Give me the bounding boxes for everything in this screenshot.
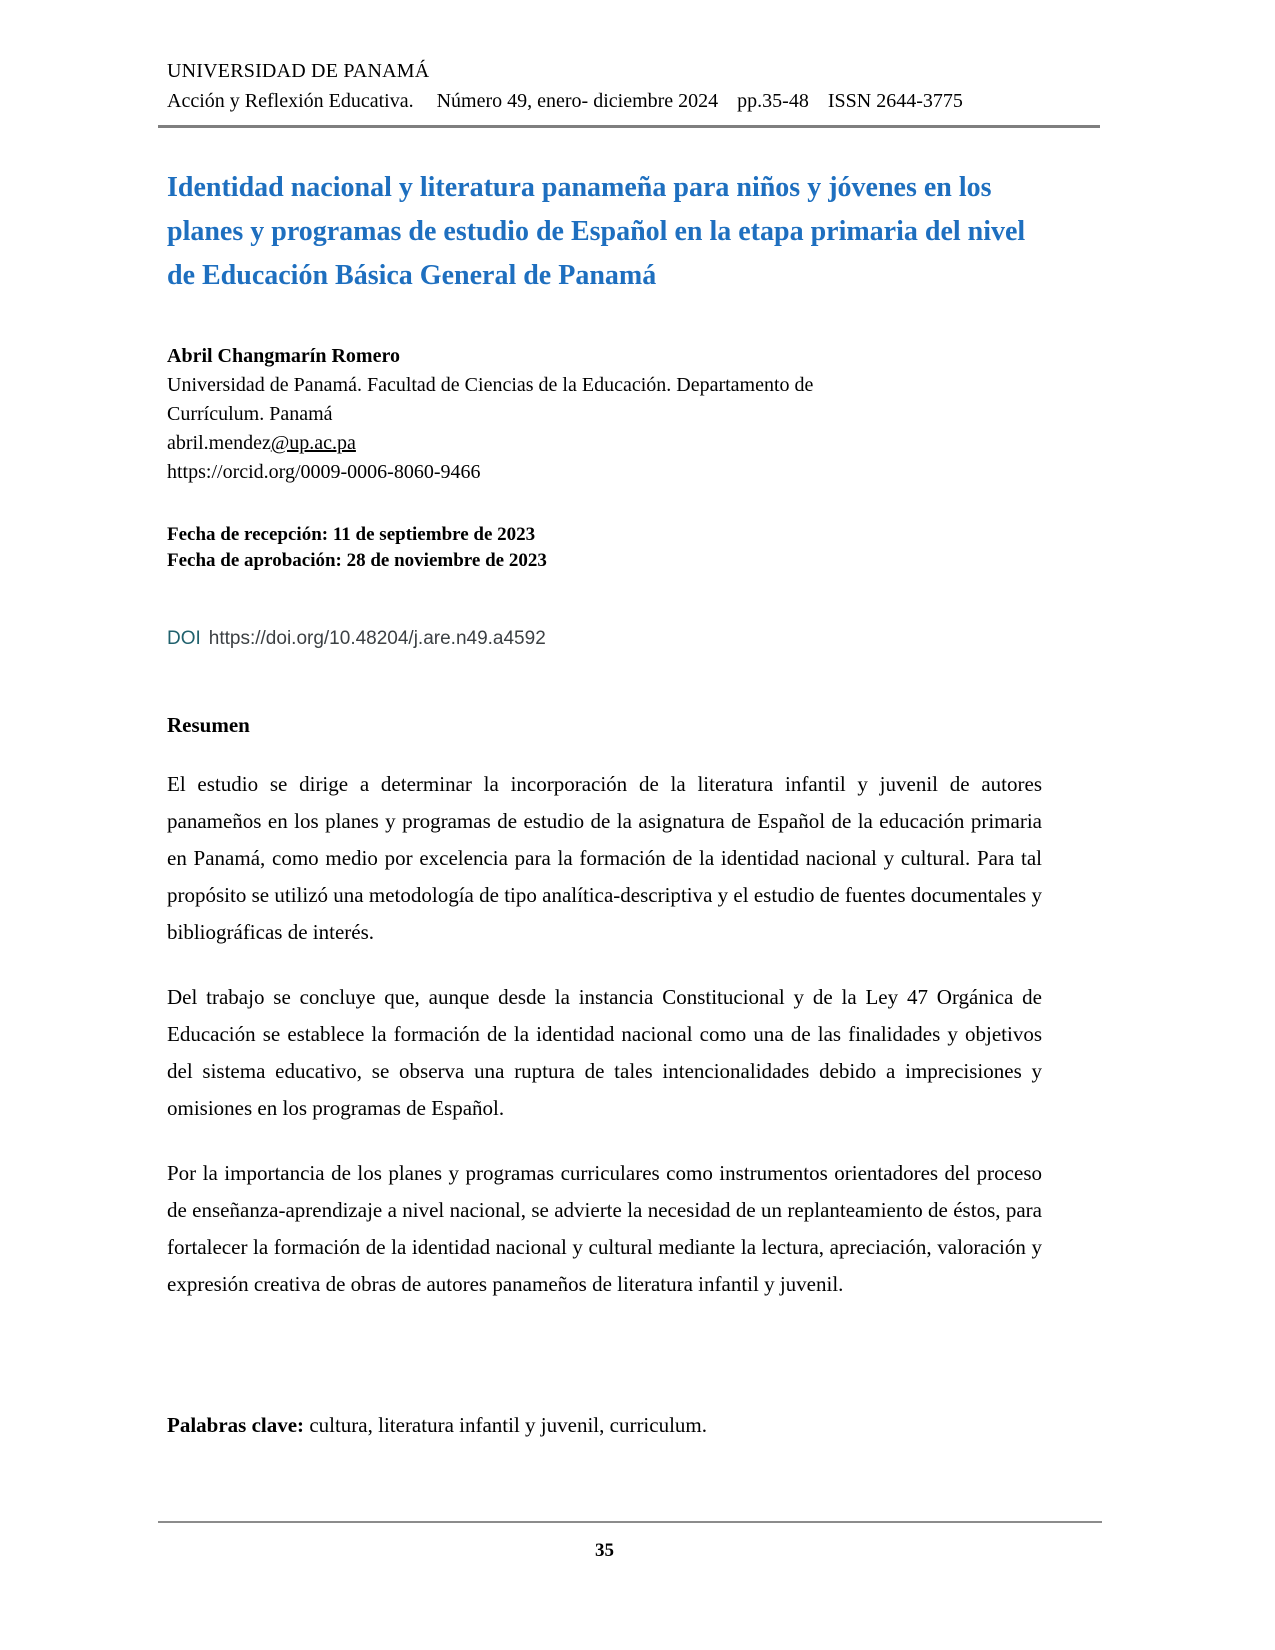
abstract-heading: Resumen bbox=[167, 713, 250, 737]
journal-issn: ISSN 2644-3775 bbox=[827, 90, 963, 112]
doi-line bbox=[167, 627, 1042, 651]
author-block bbox=[167, 342, 1042, 487]
page-number: 35 bbox=[595, 1540, 614, 1561]
header-university: UNIVERSIDAD DE PANAMÁ bbox=[167, 60, 430, 82]
author-email-line bbox=[167, 429, 1042, 458]
header-journal-line bbox=[167, 86, 1042, 116]
header-divider bbox=[158, 125, 1100, 128]
doi-label: DOI bbox=[167, 628, 201, 649]
abstract-paragraph-2: Del trabajo se concluye que, aunque desde la instancia Constitucional y de la Ley 47 Orgánica de Educación se establece la formación de la identidad nacional como una de las finalidades y objetivos del sistema educativo, se observa una ruptura de tales intencionalidades debido a imprecisiones y omisiones en los programas de Español. bbox=[167, 985, 1042, 1120]
abstract-paragraph-1: El estudio se dirige a determinar la incorporación de la literatura infantil y juvenil de autores panameños en los planes y programas de estudio de la asignatura de Español de la educación primaria en Panamá, como medio por excelencia para la formación de la identidad nacional y cultural. Para tal propósito se utilizó una metodología de tipo analítica-descriptiva y el estudio de fuentes documentales y bibliográficas de interés. bbox=[167, 772, 1042, 944]
journal-pages: pp.35-48 bbox=[737, 90, 809, 112]
author-orcid-line bbox=[167, 458, 1042, 487]
keywords-label: Palabras clave: bbox=[167, 1413, 305, 1437]
author-affiliation-line2: Currículum. Panamá bbox=[167, 403, 333, 425]
article-title: Identidad nacional y literatura panameña para niños y jóvenes en los planes y programas de estudio de Español en la etapa primaria del nivel de Educación Básica General de Panamá bbox=[167, 172, 1026, 291]
email-domain-link[interactable]: @up.ac.pa bbox=[270, 432, 356, 454]
journal-name: Acción y Reflexión Educativa. bbox=[167, 90, 414, 112]
keywords-text: cultura, literatura infantil y juvenil, curriculum. bbox=[304, 1413, 708, 1437]
keywords-line bbox=[167, 1407, 1042, 1444]
abstract-paragraph-3: Por la importancia de los planes y programas curriculares como instrumentos orientadores del proceso de enseñanza-aprendizaje a nivel nacional, se advierte la necesidad de un replanteamiento de éstos, para fortalecer la formación de la identidad nacional y cultural mediante la lectura, apreciación, valoración y expresión creativa de obras de autores panameños de literatura infantil y juvenil. bbox=[167, 1161, 1042, 1296]
author-affiliation-line1: Universidad de Panamá. Facultad de Ciencias de la Educación. Departamento de bbox=[167, 374, 814, 396]
email-local-part: abril.mendez bbox=[167, 432, 271, 454]
dates-block bbox=[167, 522, 1042, 574]
journal-issue: Número 49, enero- diciembre 2024 bbox=[436, 90, 719, 112]
footer-divider bbox=[158, 1521, 1102, 1523]
orcid-link[interactable]: https://orcid.org/0009-0006-8060-9466 bbox=[167, 461, 481, 483]
doi-link[interactable]: https://doi.org/10.48204/j.are.n49.a4592 bbox=[208, 628, 546, 649]
author-name: Abril Changmarín Romero bbox=[167, 345, 400, 367]
approval-date: Fecha de aprobación: 28 de noviembre de 2023 bbox=[167, 550, 547, 571]
reception-date: Fecha de recepción: 11 de septiembre de 2023 bbox=[167, 524, 536, 545]
